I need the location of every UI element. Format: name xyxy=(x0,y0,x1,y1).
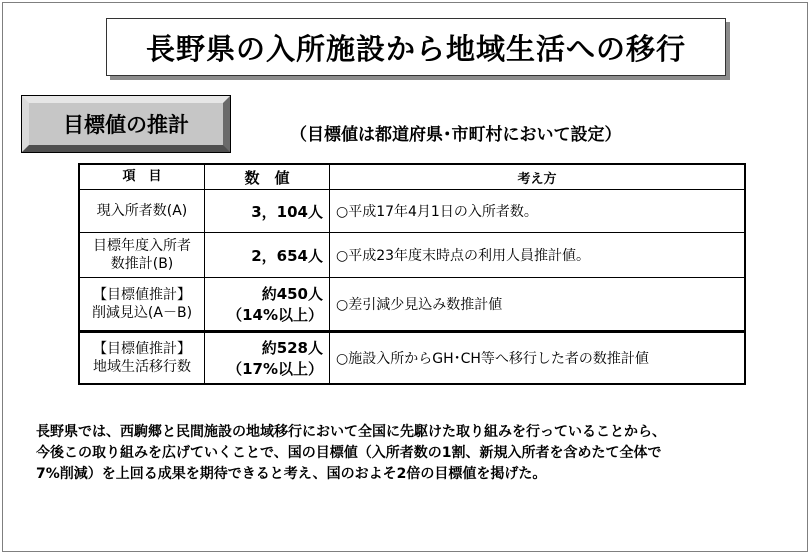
row-item-line: 目標年度入所者 xyxy=(93,238,191,254)
summary-line: 7%削減）を上回る成果を期待できると考え、国のおよそ2倍の目標値を掲げた。 xyxy=(36,466,547,482)
header-value: 数 値 xyxy=(205,164,330,190)
row-item-line: 地域生活移行数 xyxy=(93,359,191,375)
row-value-line: 2，654人 xyxy=(251,246,323,265)
row-value-line: 3，104人 xyxy=(251,202,323,221)
row-value xyxy=(205,233,330,278)
target-note: （目標値は都道府県･市町村において設定） xyxy=(290,125,622,145)
row-item-line: 削減見込(A－B) xyxy=(91,305,193,321)
target-table xyxy=(78,163,746,385)
row-method: ○差引減少見込み数推計値 xyxy=(330,278,746,332)
row-method: ○施設入所からGH･CH等へ移行した者の数推計値 xyxy=(330,332,746,385)
row-item xyxy=(79,233,205,278)
row-method: ○平成23年度末時点の利用人員推計値。 xyxy=(330,233,746,278)
row-item-line: 現入所者数(A) xyxy=(96,203,188,219)
row-value xyxy=(205,190,330,233)
table-row xyxy=(79,278,745,332)
row-value xyxy=(205,332,330,385)
row-value-line: （14%以上） xyxy=(227,306,323,324)
row-item-line: 数推計(B) xyxy=(110,256,174,272)
row-method: ○平成17年4月1日の入所者数。 xyxy=(330,190,746,233)
summary-paragraph xyxy=(36,422,786,485)
page-title: 長野県の入所施設から地域生活への移行 xyxy=(106,18,726,76)
row-item xyxy=(79,332,205,385)
row-item-line: 【目標値推計】 xyxy=(93,341,191,357)
header-item: 項 目 xyxy=(79,164,205,190)
table-row xyxy=(79,233,745,278)
row-item xyxy=(79,278,205,332)
row-value xyxy=(205,278,330,332)
row-value-line: 約450人 xyxy=(261,285,323,303)
header-method: 考え方 xyxy=(330,164,746,190)
table-row xyxy=(79,190,745,233)
row-item-line: 【目標値推計】 xyxy=(93,287,191,303)
summary-line: 長野県では、西駒郷と民間施設の地域移行において全国に先駆けた取り組みを行っていることから、 xyxy=(36,424,666,440)
row-item xyxy=(79,190,205,233)
row-value-line: （17%以上） xyxy=(227,360,323,378)
table-row xyxy=(79,332,745,385)
summary-line: 今後この取り組みを広げていくことで、国の目標値（入所者数の1割、新規入所者を含めたて全体で xyxy=(36,445,662,461)
section-label-button: 目標値の推計 xyxy=(22,96,230,152)
table-header-row xyxy=(79,164,745,190)
row-value-line: 約528人 xyxy=(261,339,323,357)
